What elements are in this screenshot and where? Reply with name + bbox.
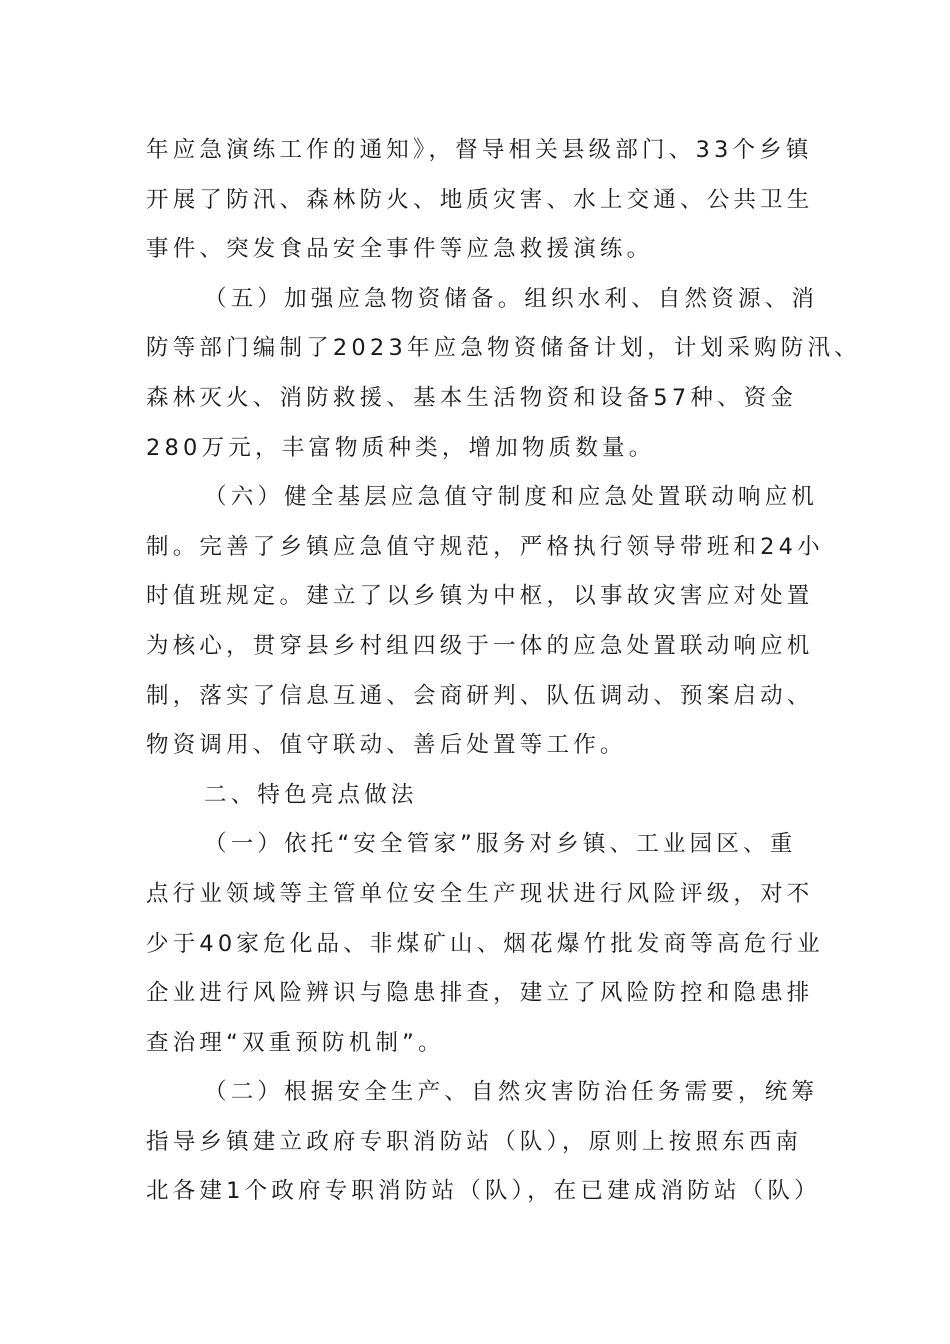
text-line: 制。完善了乡镇应急值守规范，严格执行领导带班和24小 bbox=[146, 533, 824, 560]
text-line: 点行业领域等主管单位安全生产现状进行风险评级，对不 bbox=[146, 880, 814, 907]
paragraph-heading-line: （六）健全基层应急值守制度和应急处置联动响应机 bbox=[204, 484, 819, 511]
text-line: 事件、突发食品安全事件等应急救援演练。 bbox=[146, 236, 654, 263]
section-heading: 二、特色亮点做法 bbox=[204, 781, 418, 808]
text-line: 年应急演练工作的通知》，督导相关县级部门、33个乡镇 bbox=[146, 137, 813, 163]
text-line: 防等部门编制了2023年应急物资储备计划，计划采购防汛、 bbox=[146, 335, 861, 362]
text-line: 查治理“双重预防机制”。 bbox=[146, 1029, 445, 1056]
text-line: 为核心，贯穿县乡村组四级于一体的应急处置联动响应机 bbox=[146, 632, 814, 659]
text-line: 开展了防汛、森林防火、地质灾害、水上交通、公共卫生 bbox=[146, 186, 814, 213]
paragraph-heading-line: （二）根据安全生产、自然灾害防治任务需要，统筹 bbox=[204, 1079, 819, 1106]
paragraph-heading-line: （一）依托“安全管家”服务对乡镇、工业园区、重 bbox=[204, 831, 797, 858]
text-line: 少于40家危化品、非煤矿山、烟花爆竹批发商等高危行业 bbox=[146, 930, 824, 957]
text-line: 企业进行风险辨识与隐患排查，建立了风险防控和隐患排 bbox=[146, 980, 814, 1007]
text-line: 时值班规定。建立了以乡镇为中枢，以事故灾害应对处置 bbox=[146, 583, 814, 610]
text-line: 制，落实了信息互通、会商研判、队伍调动、预案启动、 bbox=[146, 682, 814, 709]
paragraph-heading-line: （五）加强应急物资储备。组织水利、自然资源、消 bbox=[204, 285, 819, 312]
text-line: 北各建1个政府专职消防站（队），在已建成消防站（队） bbox=[146, 1178, 821, 1205]
text-line: 280万元，丰富物质种类，增加物质数量。 bbox=[146, 434, 656, 461]
text-line: 指导乡镇建立政府专职消防站（队），原则上按照东西南 bbox=[146, 1128, 803, 1155]
text-line: 森林灭火、消防救援、基本生活物资和设备57种、资金 bbox=[146, 384, 798, 411]
document-body bbox=[146, 126, 861, 1217]
text-line: 物资调用、值守联动、善后处置等工作。 bbox=[146, 732, 627, 759]
